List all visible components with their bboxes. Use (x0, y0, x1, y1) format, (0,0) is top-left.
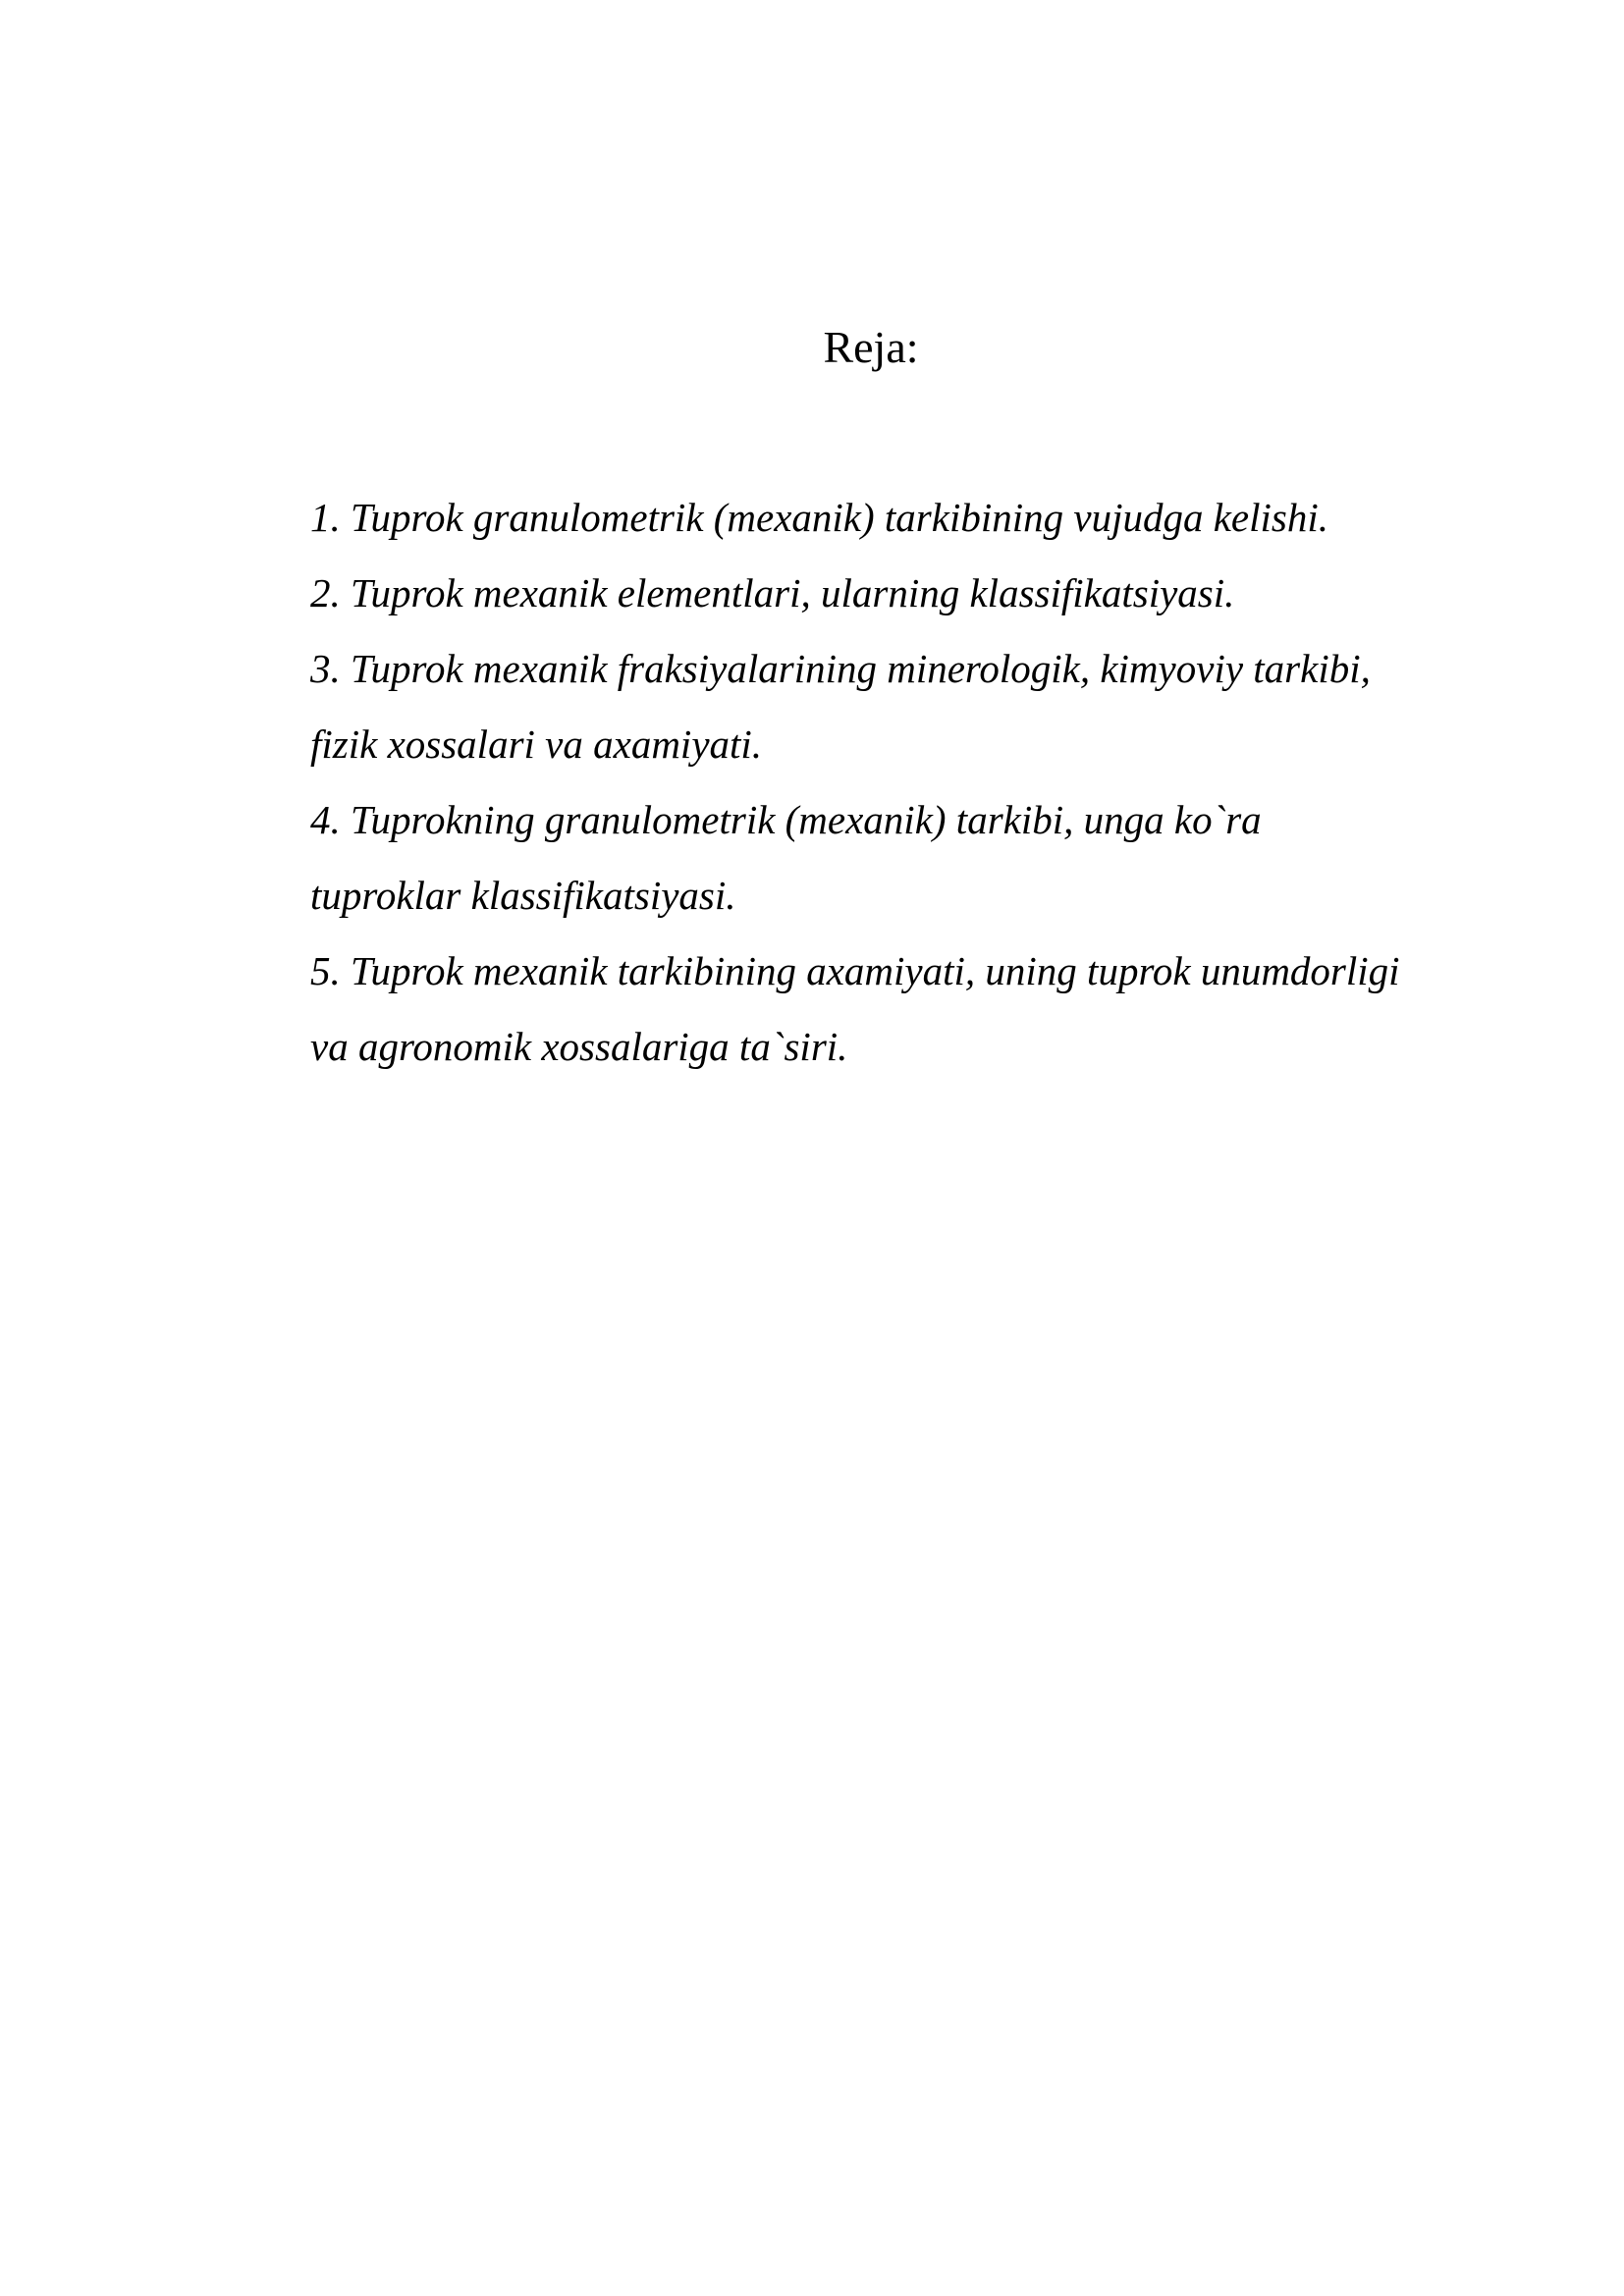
plan-item-5-line-1: 5. Tuprok mexanik tarkibining axamiyati, uning tuprok unumdorligi (310, 948, 1400, 993)
plan-item-5-line-2: va agronomik xossalariga ta`siri. (310, 1024, 848, 1069)
plan-item-1: 1. Tuprok granulometrik (mexanik) tarkibining vujudga kelishi. (310, 495, 1328, 540)
plan-list (310, 480, 1528, 1085)
plan-item-2: 2. Tuprok mexanik elementlari, ularning klassifikatsiyasi. (310, 570, 1235, 615)
plan-item-3-line-1: 3. Tuprok mexanik fraksiyalarining minerologik, kimyoviy tarkibi, (310, 646, 1371, 691)
plan-item-3-line-2: fizik xossalari va axamiyati. (310, 721, 763, 767)
page-title: Reja: (823, 322, 919, 372)
plan-item-4-line-2: tuproklar klassifikatsiyasi. (310, 873, 736, 918)
plan-item-4-line-1: 4. Tuprokning granulometrik (mexanik) tarkibi, unga ko`ra (310, 797, 1262, 842)
